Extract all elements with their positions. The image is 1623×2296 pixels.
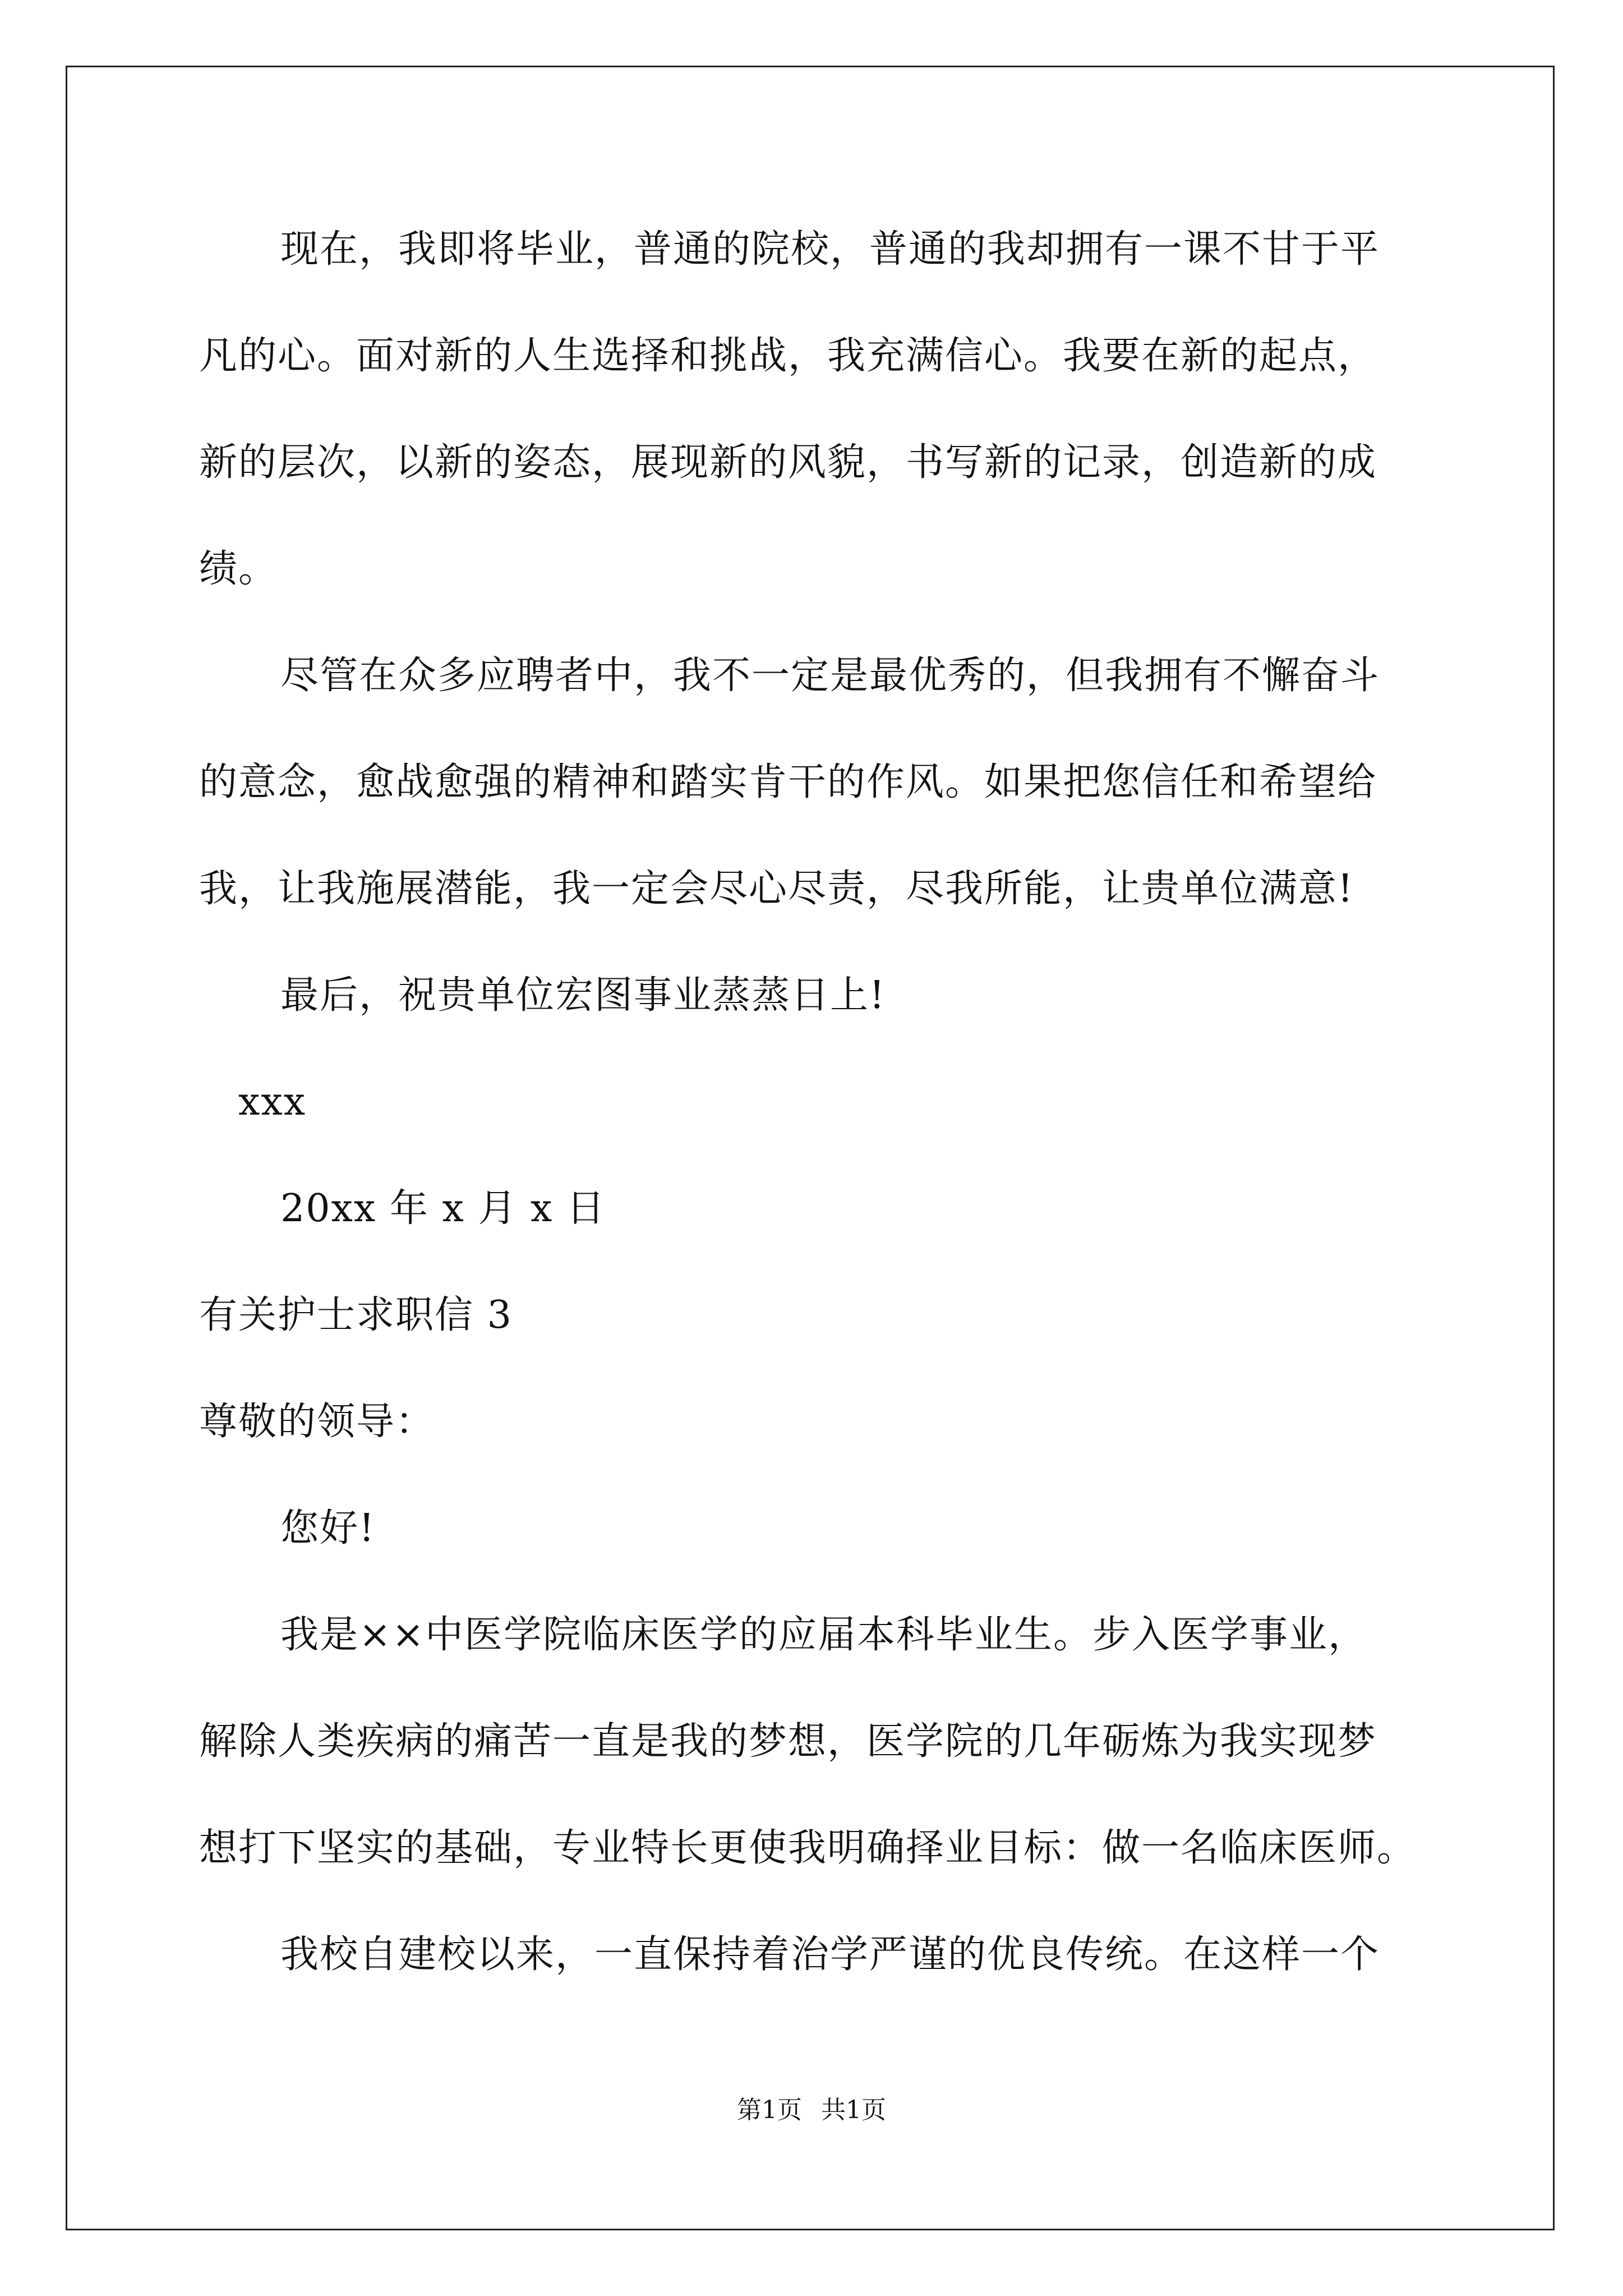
paragraph-line: 想打下坚实的基础，专业特长更使我明确择业目标：做一名临床医师。	[199, 1826, 1417, 1870]
paragraph-line: 凡的心。面对新的人生选择和挑战，我充满信心。我要在新的起点，	[199, 334, 1377, 378]
page-border	[66, 66, 1555, 2230]
greeting: 您好!	[280, 1506, 376, 1550]
paragraph-line: 我，让我施展潜能，我一定会尽心尽责，尽我所能，让贵单位满意!	[199, 867, 1354, 911]
salutation: 尊敬的领导：	[199, 1400, 435, 1444]
page-footer: 第1页 共1页	[737, 2096, 886, 2124]
closing-wish: 最后，祝贵单位宏图事业蒸蒸日上!	[280, 973, 886, 1018]
letter-title: 有关护士求职信 3	[199, 1293, 513, 1337]
paragraph-line: 现在，我即将毕业，普通的院校，普通的我却拥有一课不甘于平	[280, 227, 1380, 272]
paragraph-line: 我校自建校以来，一直保持着治学严谨的优良传统。在这样一个	[280, 1932, 1380, 1977]
paragraph-line: 尽管在众多应聘者中，我不一定是最优秀的，但我拥有不懈奋斗	[280, 654, 1380, 698]
paragraph-line: 新的层次，以新的姿态，展现新的风貌，书写新的记录，创造新的成	[199, 440, 1377, 485]
paragraph-line: 解除人类疾病的痛苦一直是我的梦想，医学院的几年砺炼为我实现梦	[199, 1719, 1377, 1764]
date-line: 20xx 年 x 月 x 日	[280, 1186, 606, 1231]
paragraph-line: 的意念，愈战愈强的精神和踏实肯干的作风。如果把您信任和希望给	[199, 760, 1377, 804]
signature: xxx	[238, 1080, 307, 1124]
paragraph-line: 绩。	[199, 547, 278, 591]
paragraph-line: 我是××中医学院临床医学的应届本科毕业生。步入医学事业，	[280, 1613, 1367, 1657]
